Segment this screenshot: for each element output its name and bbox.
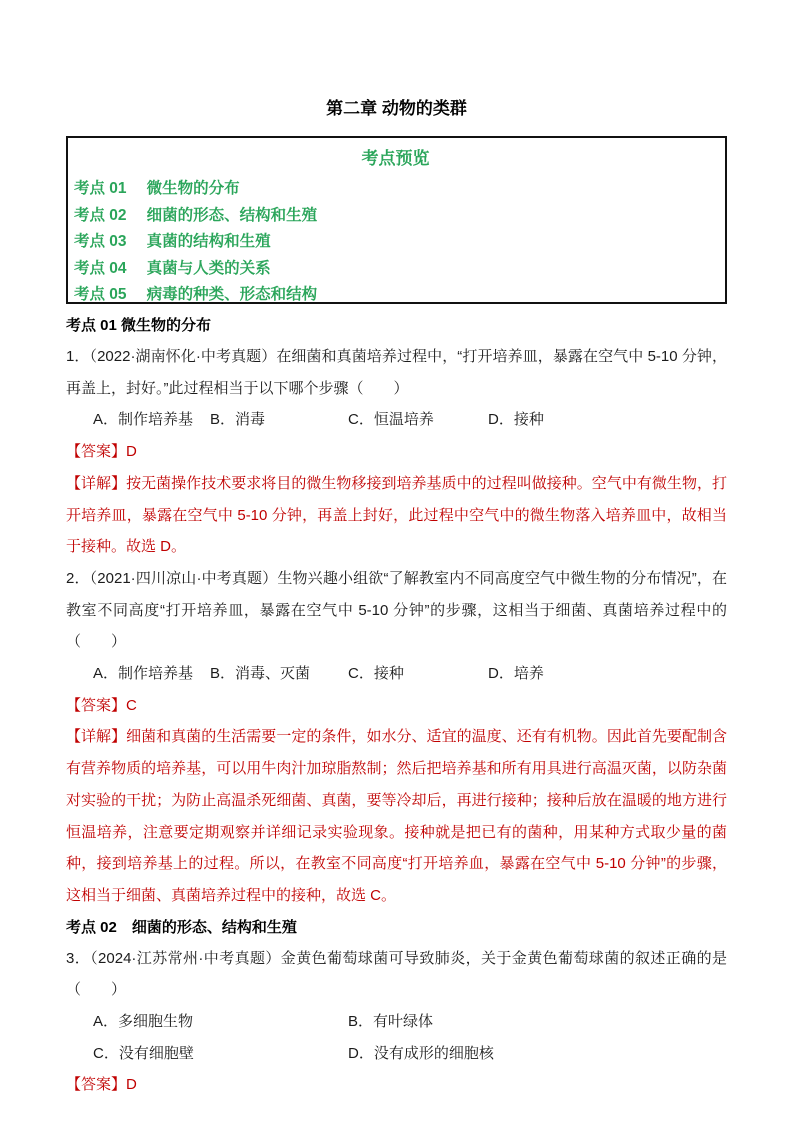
document-body (66, 310, 727, 1101)
preview-box (66, 136, 727, 304)
chapter-title: 第二章 动物的类群 (326, 99, 467, 118)
preview-item-code: 考点 01 (74, 180, 127, 197)
preview-item (74, 282, 717, 309)
preview-item-label: 真菌的结构和生殖 (146, 233, 271, 250)
question-2-explanation: 【详解】细菌和真菌的生活需要一定的条件，如水分、适宜的温度、还有有机物。因此首先要配制含有营养物质的培养基，可以用牛肉汁加琼脂熬制；然后把培养基和所有用具进行高温灭菌，以防杂菌对实验的干扰；为防止高温杀死细菌、真菌，要等冷却后，再进行接种；接种后放在温暖的地方进行恒温培养，注意要定期观察并详细记录实验现象。接种就是把已有的菌种，用某种方式取少量的菌种，接到培养基上的过程。所以，在教室不同高度“打开培养血，暴露在空气中 5-10 分钟”的步骤，这相当于细菌、真菌培养过程中的接种，故选 C。 (66, 728, 727, 904)
preview-item-code: 考点 02 (74, 206, 127, 224)
option-d: D．培养 (488, 665, 544, 683)
question-2-options (66, 658, 727, 690)
preview-item-label: 真菌与人类的关系 (146, 259, 271, 277)
question-1-answer: 【答案】D (66, 443, 137, 461)
option-c: C．没有细胞壁 (93, 1044, 194, 1062)
preview-item (74, 176, 717, 203)
preview-item-label: 细菌的形态、结构和生殖 (146, 206, 318, 224)
option-c: C．接种 (348, 665, 404, 683)
option-b: B．有叶绿体 (348, 1013, 434, 1031)
option-c: C．恒温培养 (348, 411, 434, 429)
question-3-stem: 3．（2024·江苏常州·中考真题）金黄色葡萄球菌可导致肺炎，关于金黄色葡萄球菌的叙述正确的是（ ） (66, 949, 727, 999)
question-2-answer: 【答案】C (66, 696, 137, 714)
option-d: D．接种 (488, 411, 544, 429)
preview-box-title: 考点预览 (361, 149, 430, 168)
option-d: D．没有成形的细胞核 (348, 1044, 494, 1062)
question-3-answer: 【答案】D (66, 1076, 137, 1094)
question-1-options (66, 404, 727, 436)
option-a: A．制作培养基 (93, 411, 194, 429)
question-3-options-row-1 (66, 1006, 727, 1038)
question-1-stem: 1．（2022·湖南怀化·中考真题）在细菌和真菌培养过程中，“打开培养皿，暴露在空气中 5-10 分钟，再盖上，封好。”此过程相当于以下哪个步骤（ ） (66, 348, 727, 397)
option-a: A．多细胞生物 (93, 1013, 194, 1031)
option-b: B．消毒、灭菌 (210, 665, 311, 683)
preview-item-code: 考点 05 (74, 286, 127, 303)
question-2-stem: 2．（2021·四川凉山·中考真题）生物兴趣小组欲“了解教室内不同高度空气中微生物的分布情况”，在教室不同高度“打开培养皿，暴露在空气中 5-10 分钟”的步骤，这相当于细菌、真菌培养过程中的（ ） (66, 569, 727, 651)
section-heading-01: 考点 01 微生物的分布 (66, 317, 212, 334)
section-heading-02: 考点 02 细菌的形态、结构和生殖 (66, 918, 297, 936)
preview-item-label: 微生物的分布 (146, 180, 240, 197)
preview-item-code: 考点 03 (74, 233, 127, 250)
preview-item (74, 229, 717, 256)
preview-item-code: 考点 04 (74, 259, 127, 277)
preview-item (74, 203, 717, 230)
question-3-options-row-2 (66, 1038, 727, 1070)
option-a: A．制作培养基 (93, 665, 194, 683)
preview-item (74, 256, 717, 283)
preview-item-label: 病毒的种类、形态和结构 (146, 286, 318, 303)
option-b: B．消毒 (210, 411, 266, 429)
question-1-explanation: 【详解】按无菌操作技术要求将目的微生物移接到培养基质中的过程叫做接种。空气中有微生物，打开培养皿，暴露在空气中 5-10 分钟，再盖上封好，此过程中空气中的微生物落入培养皿中，故相当于接种。故选 D。 (66, 474, 727, 556)
